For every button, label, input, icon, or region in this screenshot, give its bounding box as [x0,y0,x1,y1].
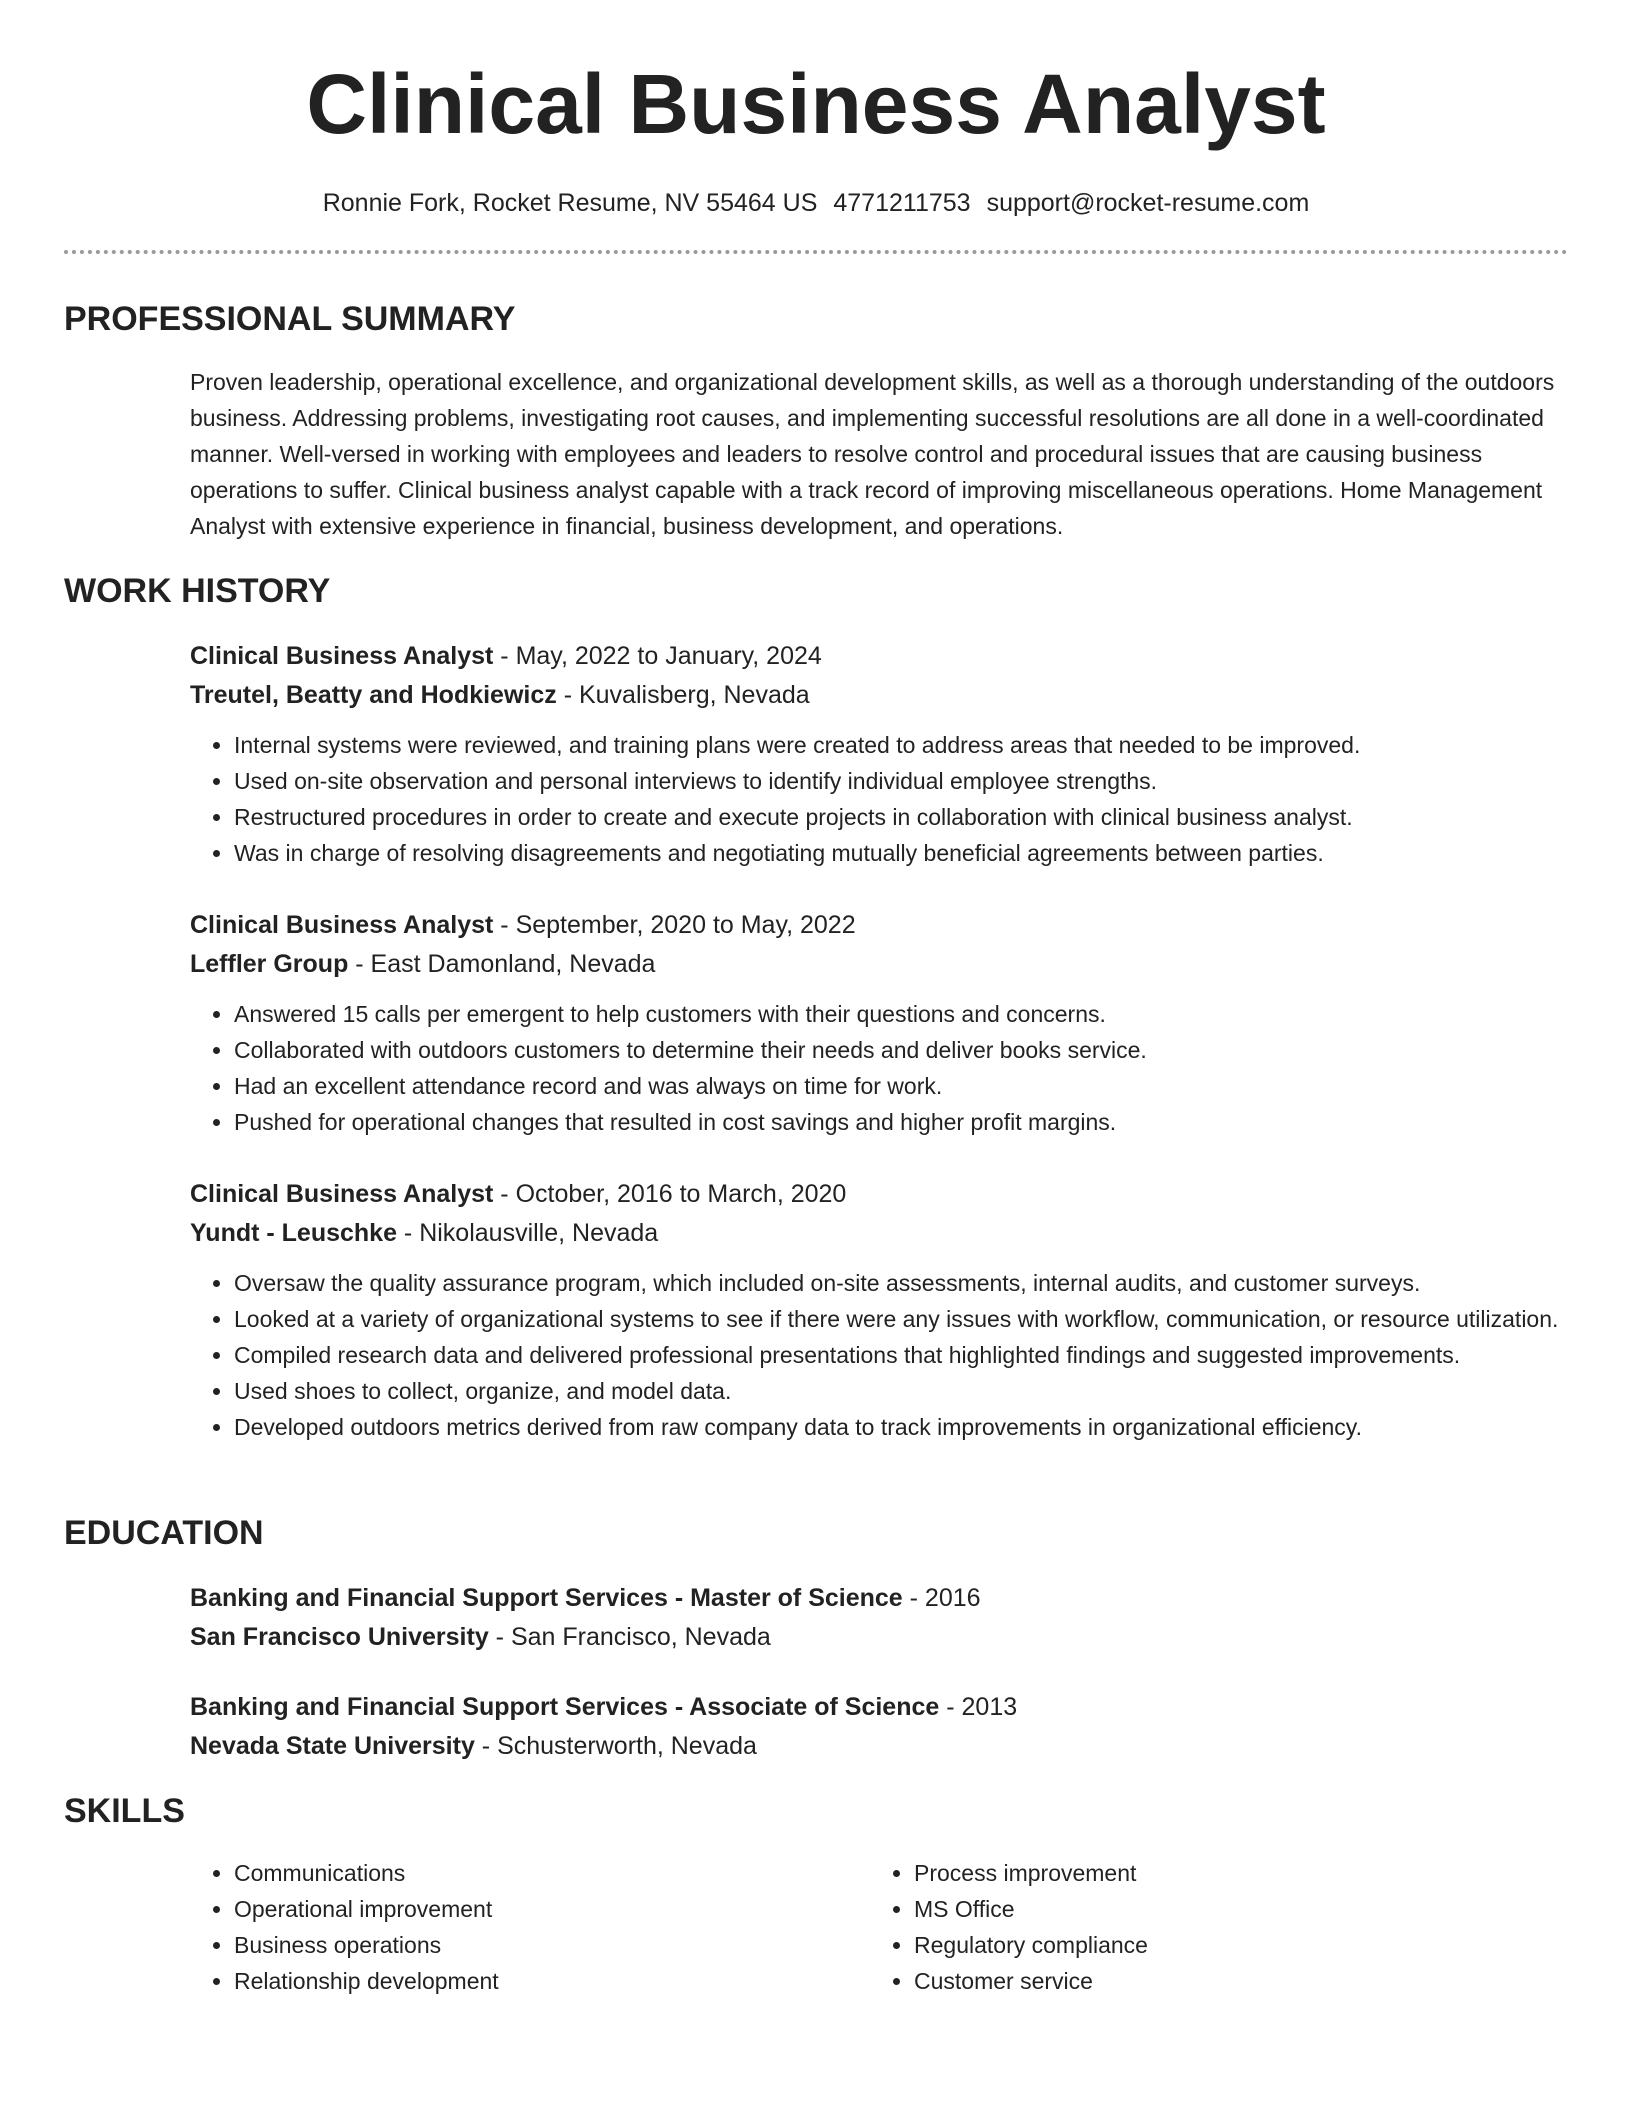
job-title-line [190,906,1568,945]
job-title: Clinical Business Analyst [190,1180,494,1208]
degree-year: - 2016 [902,1584,981,1612]
resume-title: Clinical Business Analyst [306,57,1326,151]
job-entry [190,906,1568,1140]
list-item: • Had an excellent attendance record and was always on time for work. [234,1068,1568,1104]
education-entry [190,1688,1568,1766]
degree-name: Banking and Financial Support Services - Associate of Science [190,1693,940,1721]
school-name: Nevada State University [190,1732,475,1760]
job-entry [190,1175,1568,1445]
list-item: • Used shoes to collect, organize, and model data. [234,1373,1568,1409]
job-location: - East Damonland, Nevada [348,950,656,978]
job-company-line [190,676,1568,715]
skill-item: • Process improvement [914,1855,1550,1891]
list-item: • Compiled research data and delivered professional presentations that highlighted findings and suggested improvements. [234,1337,1568,1373]
skills-column-left [190,1855,870,1999]
degree-name: Banking and Financial Support Services - Master of Science [190,1584,903,1612]
skills-section [190,1855,1568,1999]
list-item: • Oversaw the quality assurance program, which included on-site assessments, internal audits, and customer surveys. [234,1265,1568,1301]
job-title: Clinical Business Analyst [190,642,494,670]
job-dates: - May, 2022 to January, 2024 [493,642,822,670]
skills-grid [190,1855,1568,1999]
skills-column-right [870,1855,1550,1999]
list-item: • Looked at a variety of organizational systems to see if there were any issues with workflow, communication, or resource utilization. [234,1301,1568,1337]
school-line [190,1618,1568,1657]
job-company-line [190,1214,1568,1253]
contact-email: support@rocket-resume.com [986,189,1310,217]
job-entry [190,637,1568,871]
job-location: - Nikolausville, Nevada [396,1219,659,1247]
degree-line [190,1579,1568,1618]
section-heading-work-history: WORK HISTORY [64,572,331,610]
job-bullets [190,996,1568,1140]
education-entry [190,1579,1568,1657]
job-location: - Kuvalisberg, Nevada [556,681,810,709]
job-dates: - September, 2020 to May, 2022 [493,911,856,939]
list-item: • Answered 15 calls per emergent to help customers with their questions and concerns. [234,996,1568,1032]
school-line [190,1727,1568,1766]
skill-item: • Operational improvement [234,1891,870,1927]
list-item: • Restructured procedures in order to create and execute projects in collaboration with clinical business analyst. [234,799,1568,835]
header-divider [64,250,1568,254]
list-item: • Pushed for operational changes that resulted in cost savings and higher profit margins. [234,1104,1568,1140]
skill-item: • Relationship development [234,1963,870,1999]
list-item: • Used on-site observation and personal interviews to identify individual employee strengths. [234,763,1568,799]
section-heading-summary: PROFESSIONAL SUMMARY [64,300,516,338]
contact-phone: 4771211753 [833,189,971,217]
job-company: Yundt - Leuschke [190,1219,397,1247]
resume-header [64,52,1568,220]
job-title-line [190,637,1568,676]
school-name: San Francisco University [190,1623,489,1651]
job-company: Leffler Group [190,950,349,978]
job-bullets [190,1265,1568,1445]
list-item: • Collaborated with outdoors customers to determine their needs and deliver books service. [234,1032,1568,1068]
section-heading-education: EDUCATION [64,1514,264,1552]
degree-line [190,1688,1568,1727]
contact-line [64,186,1568,220]
job-dates: - October, 2016 to March, 2020 [493,1180,847,1208]
contact-address: Ronnie Fork, Rocket Resume, NV 55464 US [322,189,818,217]
school-location: - Schusterworth, Nevada [474,1732,757,1760]
job-company-line [190,945,1568,984]
job-title-line [190,1175,1568,1214]
skill-item: • Customer service [914,1963,1550,1999]
skill-item: • Regulatory compliance [914,1927,1550,1963]
job-company: Treutel, Beatty and Hodkiewicz [190,681,557,709]
job-bullets [190,727,1568,871]
skill-item: • MS Office [914,1891,1550,1927]
list-item: • Was in charge of resolving disagreements and negotiating mutually beneficial agreements between parties. [234,835,1568,871]
section-heading-skills: SKILLS [64,1792,185,1830]
job-title: Clinical Business Analyst [190,911,494,939]
degree-year: - 2013 [939,1693,1018,1721]
list-item: • Internal systems were reviewed, and training plans were created to address areas that needed to be improved. [234,727,1568,763]
skill-item: • Business operations [234,1927,870,1963]
summary-text: Proven leadership, operational excellence, and organizational development skills, as well as a thorough understanding of the outdoors business. Addressing problems, investigating root causes, and implementing successful resolutions are all done in a well-coordinated manner. Well-versed in working with employees and leaders to resolve control and procedural issues that are causing business operations to suffer. Clinical business analyst capable with a track record of improving miscellaneous operations. Home Management Analyst with extensive experience in financial, business development, and operations. [190,369,1555,539]
school-location: - San Francisco, Nevada [488,1623,771,1651]
list-item: • Developed outdoors metrics derived from raw company data to track improvements in organizational efficiency. [234,1409,1568,1445]
skill-item: • Communications [234,1855,870,1891]
summary-section [190,364,1568,544]
